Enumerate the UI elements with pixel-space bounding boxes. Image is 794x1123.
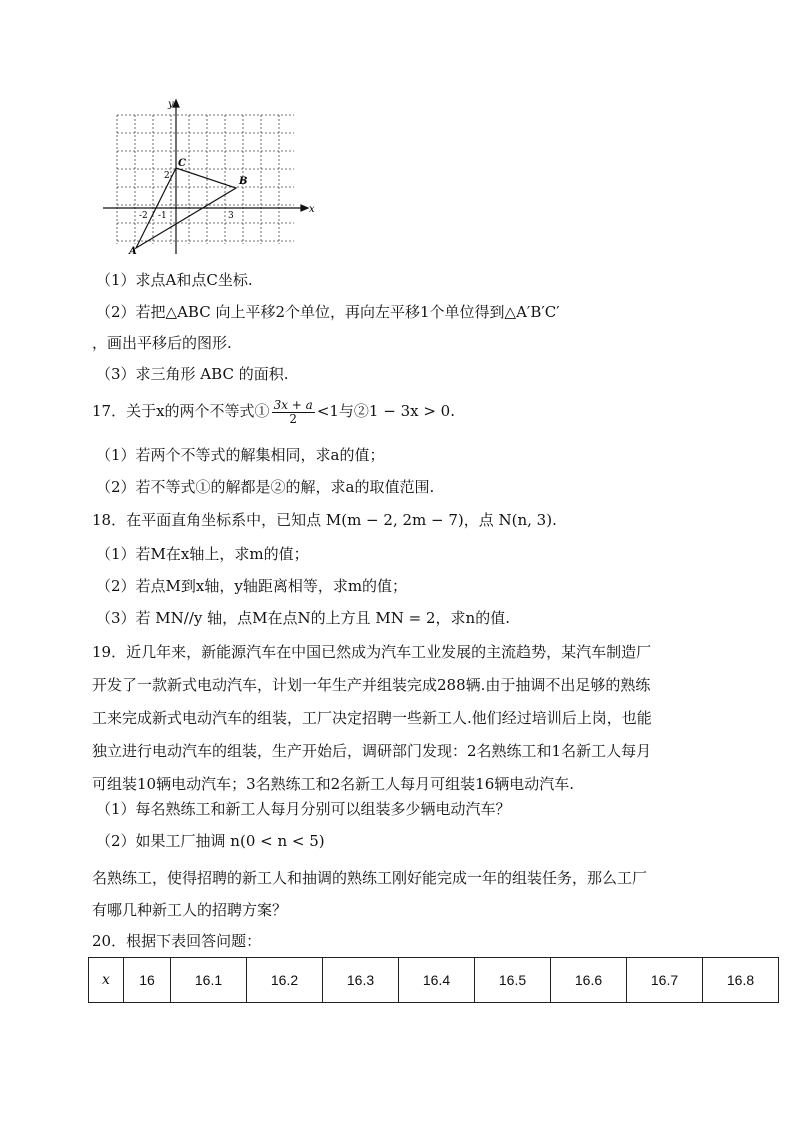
table-cell: 16.6 — [551, 958, 627, 1003]
point-a-label: A — [129, 246, 137, 257]
q17-stem — [92, 397, 455, 426]
q19-line3: 工来完成新式电动汽车的组装，工厂决定招聘一些新工人.他们经过培训后上岗，也能 — [92, 709, 652, 727]
x-axis-label: x — [309, 204, 315, 215]
table-cell: 16 — [124, 958, 171, 1003]
tick-label-neg2: -2 — [139, 211, 148, 221]
q16-part2: （2）若把△ABC 向上平移2个单位，再向左平移1个单位得到△A′B′C′ — [96, 303, 560, 321]
table-cell: 16.7 — [627, 958, 703, 1003]
q19-line7: 有哪几种新工人的招聘方案？ — [92, 901, 288, 919]
point-c-label: C — [178, 158, 186, 169]
table-cell: 16.5 — [475, 958, 551, 1003]
q18-part3: （3）若 MN//y 轴，点M在点N的上方且 MN = 2，求n的值. — [96, 609, 510, 627]
q17-frac-denominator: 2 — [289, 411, 297, 426]
q20-value-table — [88, 957, 779, 1003]
tick-label-y2: 2 — [164, 171, 170, 181]
point-b-label: B — [239, 176, 248, 187]
tick-label-x3: 3 — [228, 211, 234, 221]
table-cell: 16.1 — [171, 958, 247, 1003]
q19-line2: 开发了一款新式电动汽车，计划一年生产并组装完成288辆.由于抽调不出足够的熟练 — [92, 676, 651, 694]
table-row — [89, 958, 779, 1003]
table-cell: 16.2 — [247, 958, 323, 1003]
q19-line4: 独立进行电动汽车的组装，生产开始后，调研部门发现：2名熟练工和1名新工人每月 — [92, 742, 652, 760]
q19-part1: （1）每名熟练工和新工人每月分别可以组装多少辆电动汽车？ — [96, 800, 511, 818]
q17-frac-numerator: 3x + a — [273, 397, 313, 412]
tick-label-neg1: -1 — [158, 211, 167, 221]
q19-line1: 19．近几年来，新能源汽车在中国已然成为汽车工业发展的主流趋势，某汽车制造厂 — [92, 643, 652, 661]
q17-lead: 17．关于x的两个不等式① — [92, 402, 270, 420]
q17-fraction — [272, 399, 315, 426]
y-axis-label: y — [168, 99, 174, 110]
table-cell: 16.8 — [703, 958, 779, 1003]
q16-part3: （3）求三角形 ABC 的面积. — [96, 365, 289, 383]
table-cell: 16.3 — [323, 958, 399, 1003]
q19-line5: 可组装10辆电动汽车；3名熟练工和2名新工人每月可组装16辆电动汽车. — [92, 775, 575, 793]
q16-part2-cont: ，画出平移后的图形. — [92, 334, 232, 352]
table-cell: 16.4 — [399, 958, 475, 1003]
q17-part2: （2）若不等式①的解都是②的解，求a的取值范围. — [96, 478, 435, 496]
q19-line6: 名熟练工，使得招聘的新工人和抽调的熟练工刚好能完成一年的组装任务，那么工厂 — [92, 869, 648, 887]
q17-tail: <1与②1 − 3x > 0. — [316, 402, 455, 420]
q18-part1: （1）若M在x轴上，求m的值； — [96, 545, 309, 563]
table-header-x: x — [89, 958, 124, 1003]
q19-part2: （2）如果工厂抽调 n(0 < n < 5) — [96, 832, 325, 850]
coordinate-grid-figure — [103, 98, 318, 258]
q20-stem: 20．根据下表回答问题： — [92, 932, 262, 950]
q18-part2: （2）若点M到x轴，y轴距离相等，求m的值； — [96, 577, 408, 595]
q18-stem: 18．在平面直角坐标系中，已知点 M(m − 2, 2m − 7)，点 N(n, 3). — [92, 511, 557, 529]
axes — [103, 100, 308, 254]
q17-part1: （1）若两个不等式的解集相同，求a的值； — [96, 446, 385, 464]
q16-part1: （1）求点A和点C坐标. — [96, 271, 253, 289]
grid-lines — [117, 115, 294, 244]
